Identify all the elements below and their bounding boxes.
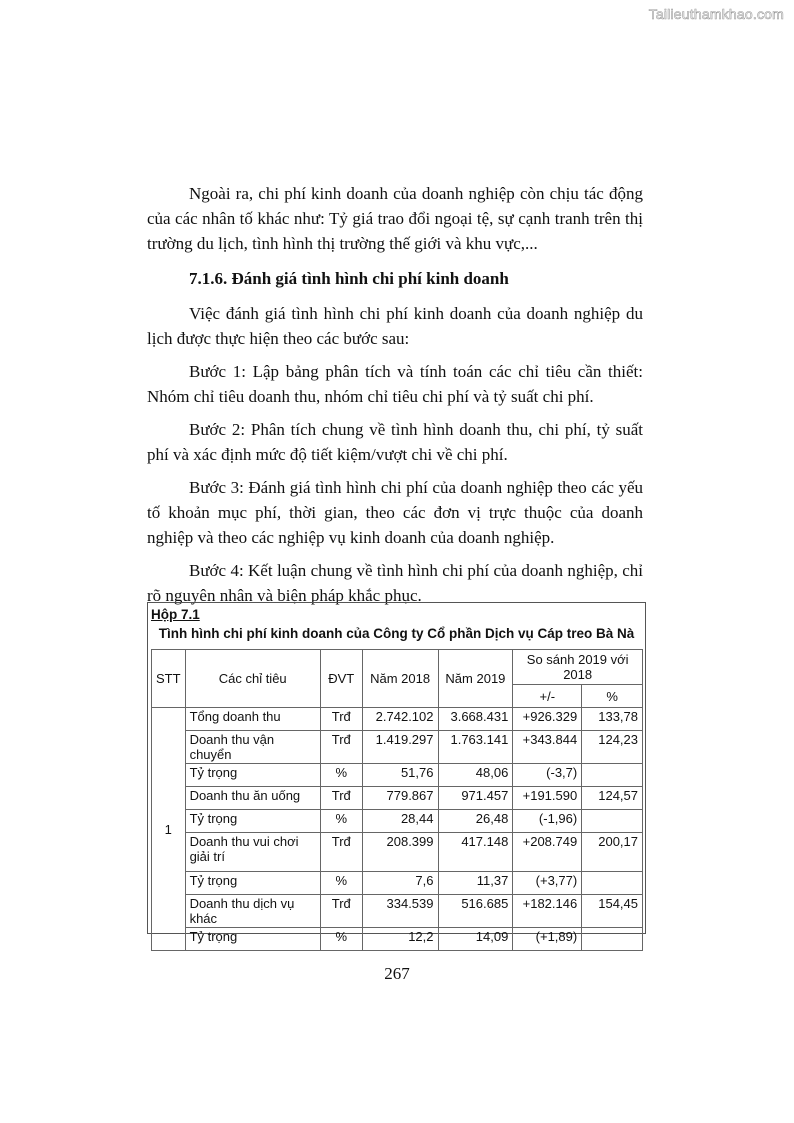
cell-2019: 516.685 [438,895,513,928]
header-diff: +/- [513,685,582,708]
cell-unit: % [320,872,362,895]
cell-unit: % [320,928,362,951]
box-7-1 [147,602,646,944]
cell-diff: (-3,7) [513,764,582,787]
step-1-paragraph: Bước 1: Lập bảng phân tích và tính toán các chỉ tiêu cần thiết: Nhóm chỉ tiêu doanh thu, nhóm chỉ tiêu chi phí và tỷ suất chi phí. [147,362,643,406]
cell-2018: 12,2 [362,928,438,951]
header-stt: STT [152,650,186,708]
cell-diff: +926.329 [513,708,582,731]
cell-2018: 779.867 [362,787,438,810]
cell-pct: 154,45 [582,895,643,928]
box-label: Hộp 7.1 [151,607,200,622]
cell-2018: 28,44 [362,810,438,833]
header-compare-label: So sánh 2019 với 2018 [526,652,629,682]
cell-indicator: Tỷ trọng [185,810,320,833]
cell-diff: (-1,96) [513,810,582,833]
table-row [152,833,643,872]
step-4-paragraph: Bước 4: Kết luận chung về tình hình chi phí của doanh nghiệp, chỉ rõ nguyên nhân và biện pháp khắc phục. [147,561,643,605]
table-header-row [152,650,643,685]
cell-2019: 14,09 [438,928,513,951]
cell-2019: 417.148 [438,833,513,872]
table-row [152,708,643,731]
cell-indicator: Doanh thu vận chuyển [185,731,320,764]
table-row [152,810,643,833]
cell-indicator: Tỷ trọng [185,928,320,951]
cell-2018: 208.399 [362,833,438,872]
header-indicator: Các chỉ tiêu [185,650,320,708]
step-2-paragraph: Bước 2: Phân tích chung về tình hình doanh thu, chi phí, tỷ suất phí và xác định mức độ tiết kiệm/vượt chi về chi phí. [147,420,643,464]
cell-2018: 7,6 [362,872,438,895]
table-row [152,928,643,951]
group-stt: 1 [152,708,186,951]
header-year-2018: Năm 2018 [362,650,438,708]
cell-indicator: Doanh thu dịch vụ khác [185,895,320,928]
cost-table [151,649,643,951]
cell-diff: +191.590 [513,787,582,810]
box-title: Tình hình chi phí kinh doanh của Công ty Cổ phần Dịch vụ Cáp treo Bà Nà [158,626,635,641]
cell-pct: 124,57 [582,787,643,810]
table-row [152,872,643,895]
header-year-2019: Năm 2019 [438,650,513,708]
cell-diff: +182.146 [513,895,582,928]
cell-pct: 124,23 [582,731,643,764]
cell-indicator: Doanh thu ăn uống [185,787,320,810]
cell-pct [582,872,643,895]
cell-2019: 3.668.431 [438,708,513,731]
cell-pct [582,810,643,833]
cell-indicator: Doanh thu vui chơi giải trí [185,833,320,872]
lead-paragraph: Việc đánh giá tình hình chi phí kinh doanh của doanh nghiệp du lịch được thực hiện theo các bước sau: [147,304,643,348]
cell-unit: % [320,810,362,833]
cell-indicator: Tỷ trọng [185,764,320,787]
cell-2019: 1.763.141 [438,731,513,764]
cell-pct: 133,78 [582,708,643,731]
cell-indicator: Tỷ trọng [185,872,320,895]
table-row [152,787,643,810]
cell-diff: (+3,77) [513,872,582,895]
cell-pct: 200,17 [582,833,643,872]
cell-2018: 51,76 [362,764,438,787]
cell-pct [582,928,643,951]
cell-pct [582,764,643,787]
page-number: 267 [384,964,410,983]
header-pct: % [582,685,643,708]
cell-unit: Trđ [320,895,362,928]
table-row [152,764,643,787]
cell-unit: Trđ [320,731,362,764]
header-unit: ĐVT [320,650,362,708]
intro-paragraph: Ngoài ra, chi phí kinh doanh của doanh nghiệp còn chịu tác động của các nhân tố khác như: Tỷ giá trao đổi ngoại tệ, sự cạnh tranh trên thị trường du lịch, tình hình thị trường thế giới và khu vực,... [147,184,643,253]
cell-2018: 2.742.102 [362,708,438,731]
cell-unit: Trđ [320,787,362,810]
header-compare [513,650,643,685]
cell-diff: +208.749 [513,833,582,872]
cell-2019: 971.457 [438,787,513,810]
cell-diff: +343.844 [513,731,582,764]
watermark: Tailieuthamkhao.com [648,6,784,22]
step-3-paragraph: Bước 3: Đánh giá tình hình chi phí của doanh nghiệp theo các yếu tố khoản mục phí, thời gian, theo các đơn vị trực thuộc của doanh nghiệp và theo các nghiệp vụ kinh doanh của doanh nghiệp. [147,478,643,547]
body-text [147,181,643,608]
cell-2019: 48,06 [438,764,513,787]
cell-diff: (+1,89) [513,928,582,951]
cell-2019: 11,37 [438,872,513,895]
cell-unit: % [320,764,362,787]
table-row [152,731,643,764]
cell-2019: 26,48 [438,810,513,833]
cell-indicator: Tổng doanh thu [185,708,320,731]
cell-unit: Trđ [320,708,362,731]
cell-2018: 334.539 [362,895,438,928]
table-row [152,895,643,928]
section-heading: 7.1.6. Đánh giá tình hình chi phí kinh doanh [189,269,509,288]
cell-2018: 1.419.297 [362,731,438,764]
cell-unit: Trđ [320,833,362,872]
